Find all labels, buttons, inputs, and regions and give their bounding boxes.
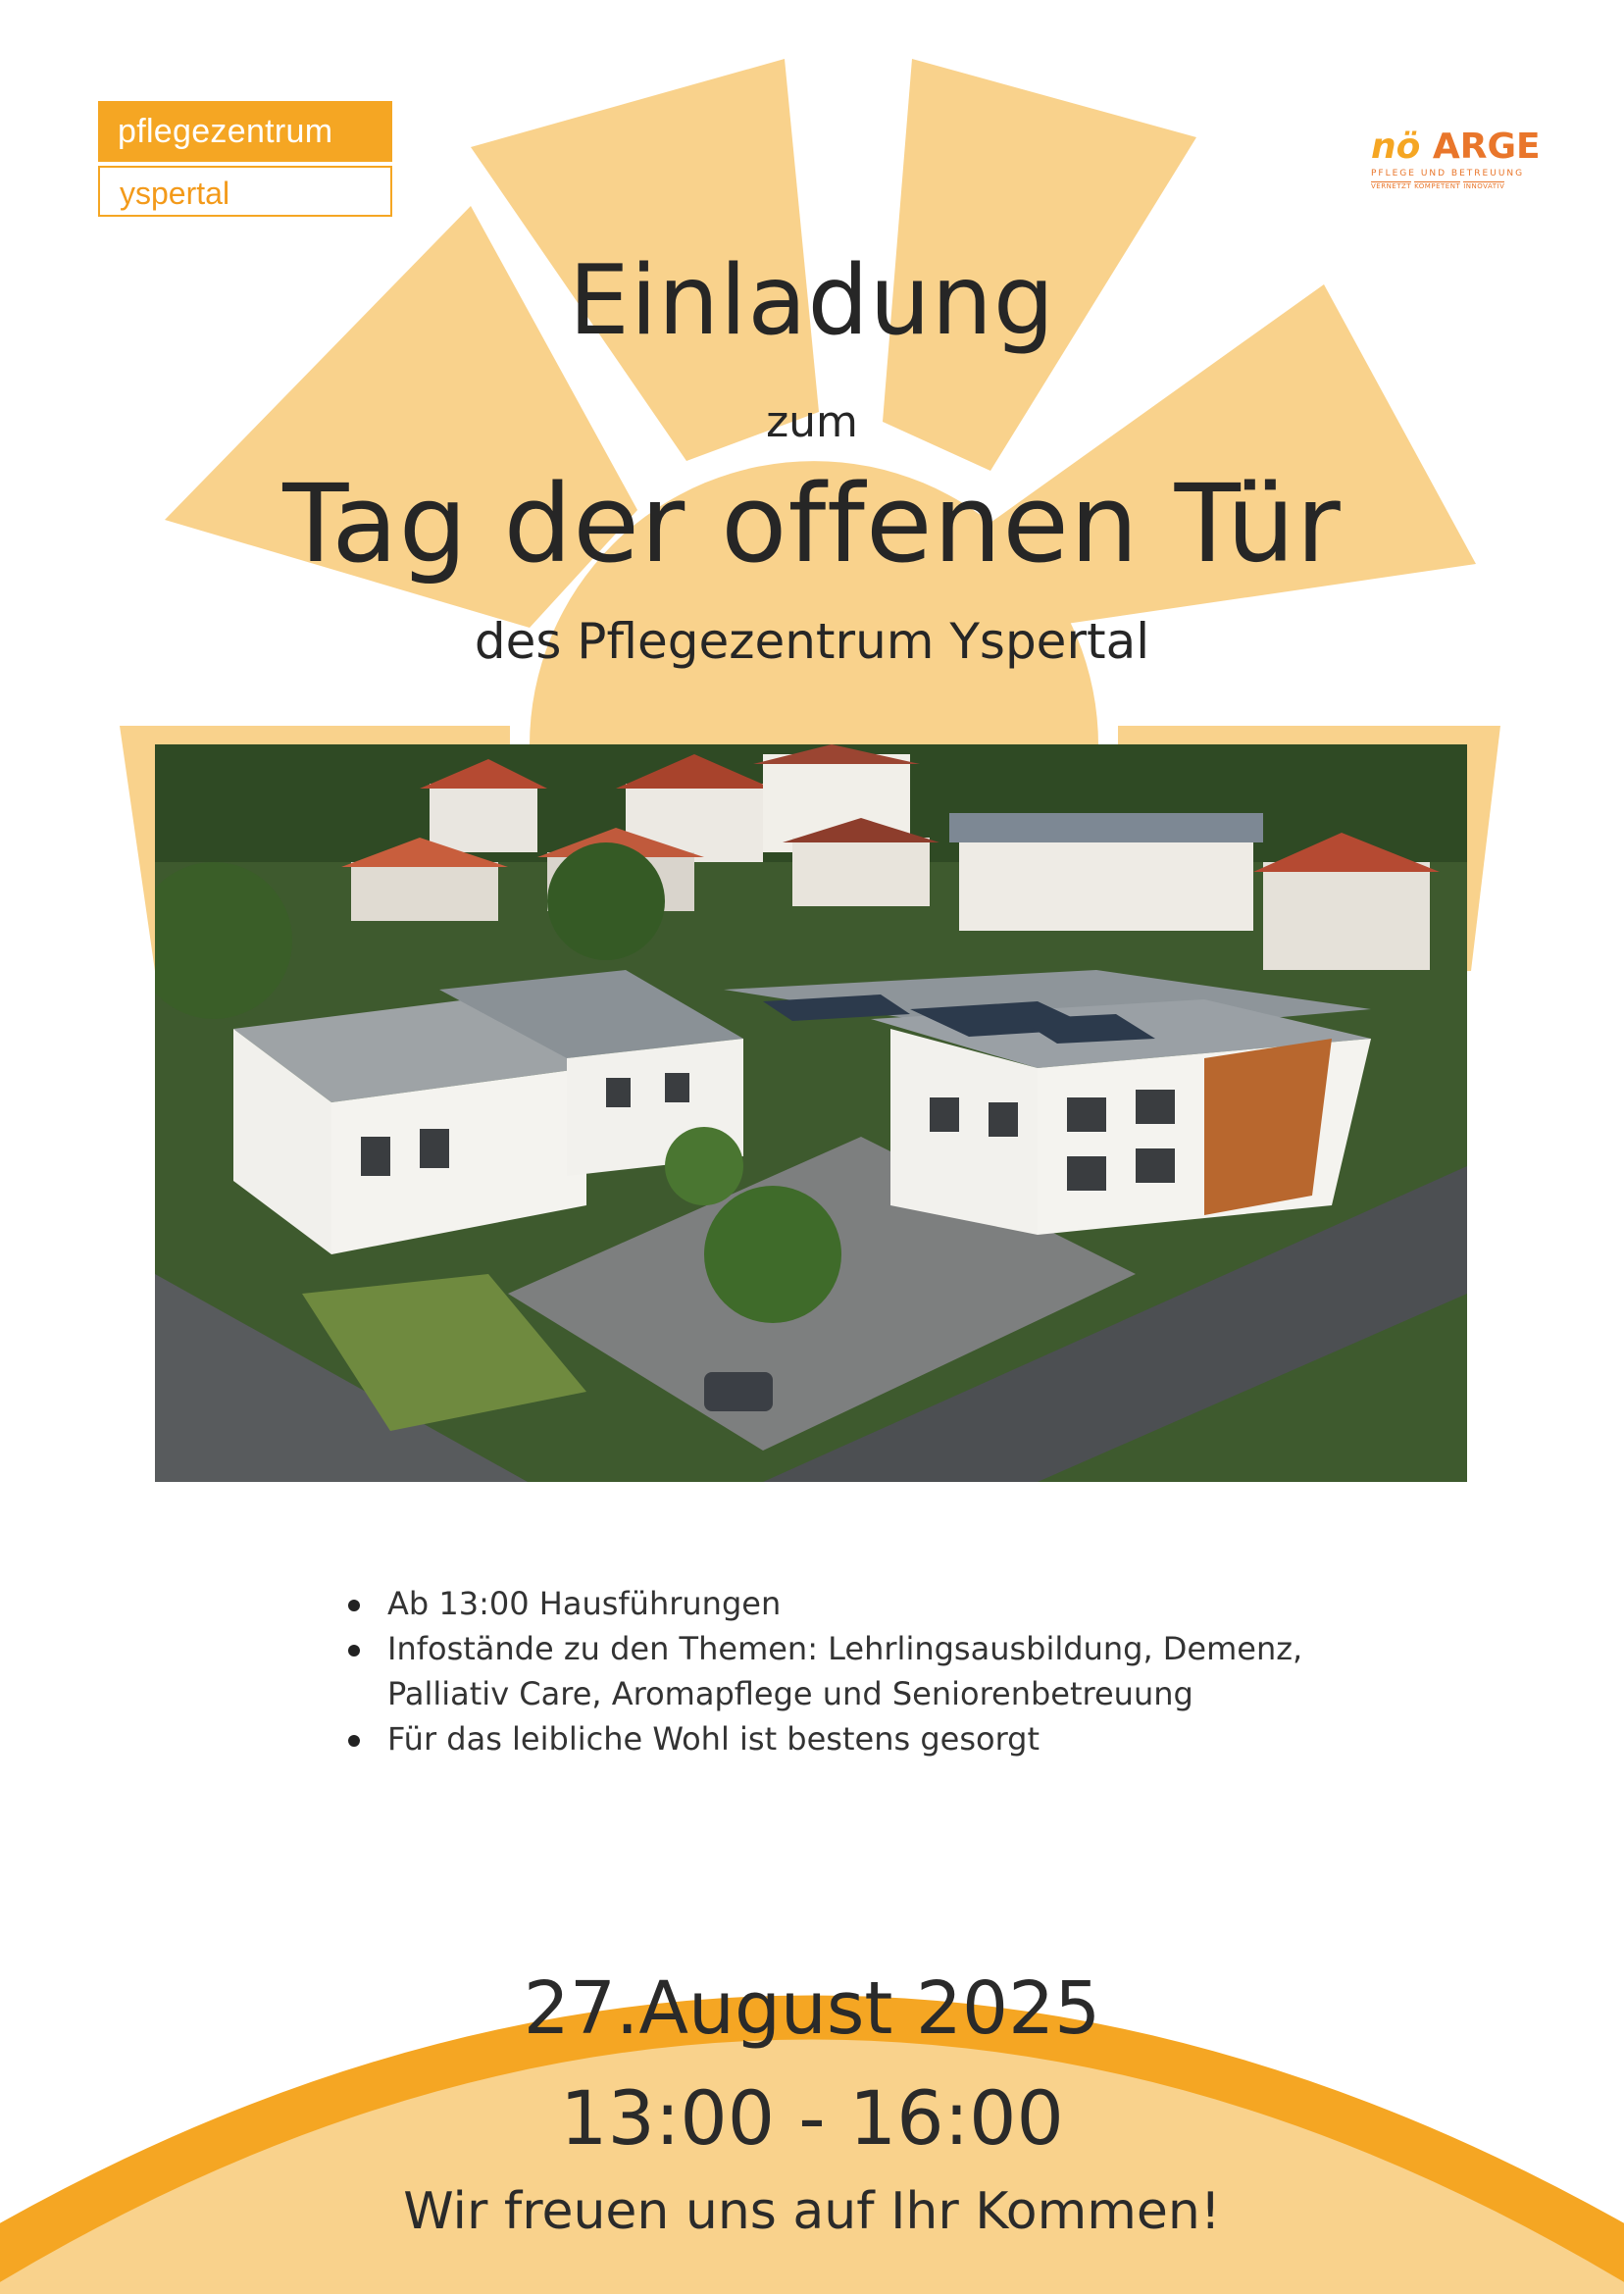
logo-right-tags xyxy=(1371,181,1552,190)
logo-tag: VERNETZT xyxy=(1371,182,1412,190)
info-list xyxy=(348,1581,1368,1761)
closing-text: Wir freuen uns auf Ihr Kommen! xyxy=(403,2182,1221,2241)
list-item: Ab 13:00 Hausführungen xyxy=(348,1581,1368,1626)
logo-left-top: pflegezentrum xyxy=(98,101,392,162)
heading-einladung: Einladung xyxy=(568,245,1056,357)
list-item: Infostände zu den Themen: Lehrlingsausbildung, Demenz, Palliativ Care, Aromapflege und Seniorenbetreuung xyxy=(348,1626,1368,1716)
logo-left-bottom: yspertal xyxy=(98,166,392,217)
list-item: Für das leibliche Wohl ist bestens gesorgt xyxy=(348,1716,1368,1761)
building-aerial-photo xyxy=(155,744,1467,1482)
event-time: 13:00 - 16:00 xyxy=(560,2074,1064,2162)
page-subtitle: des Pflegezentrum Yspertal xyxy=(474,613,1150,670)
pflegezentrum-logo xyxy=(98,101,392,217)
page-title: Tag der offenen Tür xyxy=(282,461,1342,586)
logo-right-mark xyxy=(1371,127,1552,167)
logo-right-mark-b: ARGE xyxy=(1432,127,1541,167)
heading-zum: zum xyxy=(766,397,858,447)
logo-right-sub: PFLEGE UND BETREUUNG xyxy=(1371,169,1525,178)
event-date: 27.August 2025 xyxy=(523,1966,1101,2051)
logo-tag: INNOVATIV xyxy=(1463,182,1505,190)
logo-tag: KOMPETENT xyxy=(1414,182,1461,190)
noe-arge-logo xyxy=(1371,127,1552,190)
logo-right-mark-a: nö xyxy=(1371,127,1421,167)
